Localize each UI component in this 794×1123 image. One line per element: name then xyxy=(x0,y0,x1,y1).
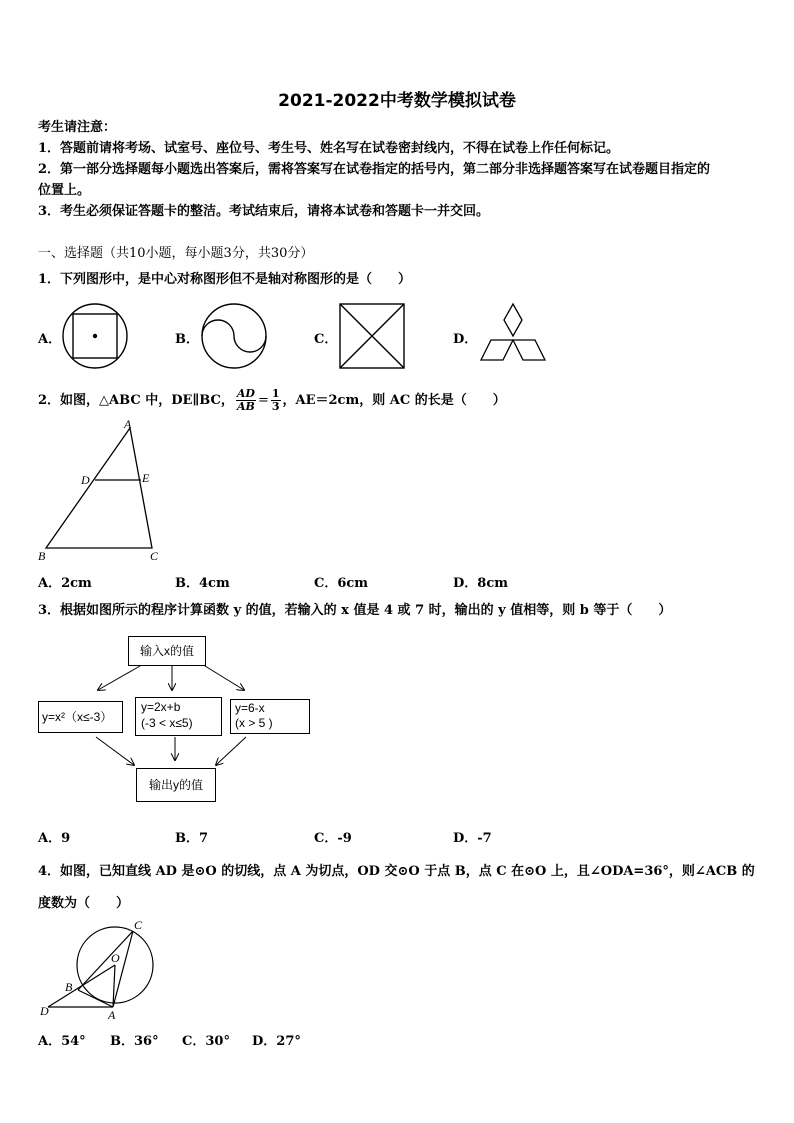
notice-heading: 考生请注意： xyxy=(38,120,117,135)
notice-line-2a: 2．第一部分选择题每小题选出答案后，需将答案写在试卷指定的括号内，第二部分非选择题答案写在试卷题目指定的 xyxy=(38,162,711,177)
flowchart-middle-box xyxy=(135,697,222,736)
q4-option-c: C．30° xyxy=(182,1034,230,1049)
q2-fraction-denominator: AB xyxy=(236,400,255,413)
notice-line-1: 1．答题前请将考场、试室号、座位号、考生号、姓名写在试卷密封线内，不得在试卷上作任何标记。 xyxy=(38,141,620,156)
q2-stem-a: 2．如图，△ABC 中，DE∥BC， xyxy=(38,393,234,408)
q3-option-b: B．7 xyxy=(175,831,209,846)
q4-option-d: D．27° xyxy=(252,1034,301,1049)
q4-stem-line-1: 4．如图，已知直线 AD 是⊙O 的切线，点 A 为切点，OD 交⊙O 于点 B，点 C 在⊙O 上，且∠ODA=36°，则∠ACB 的 xyxy=(38,864,755,879)
q1-label-c: C． xyxy=(314,332,338,347)
flowchart-middle-line-1: y=2x+b xyxy=(141,700,181,714)
q1-label-a: A． xyxy=(38,332,62,347)
section-heading: 一、选择题（共10小题，每小题3分，共30分） xyxy=(38,246,314,261)
q2-ratio-denominator: 3 xyxy=(271,400,280,413)
q2-equals: = xyxy=(257,393,269,408)
flowchart-right-line-2: (x > 5 ) xyxy=(235,716,273,730)
notice-line-2b: 位置上。 xyxy=(38,183,91,198)
q2-option-a: A．2cm xyxy=(38,576,92,591)
q2-label-b: B xyxy=(38,549,46,563)
flowchart-output-box: 输出y的值 xyxy=(136,768,216,802)
notice-line-3: 3．考生必须保证答题卡的整洁。考试结束后，请将本试卷和答题卡一并交回。 xyxy=(38,204,490,219)
q2-fraction-numerator: AD xyxy=(236,387,255,400)
q3-option-c: C．-9 xyxy=(314,831,352,846)
q4-option-a: A．54° xyxy=(38,1034,86,1049)
q4-label-b: B xyxy=(65,980,73,994)
q4-stem-line-2: 度数为（ ） xyxy=(38,896,130,911)
q2-option-b: B．4cm xyxy=(175,576,230,591)
q2-ratio-numerator: 1 xyxy=(271,387,280,400)
q1-label-b: B． xyxy=(175,332,199,347)
page-title: 2021-2022中考数学模拟试卷 xyxy=(278,91,516,111)
q2-label-c: C xyxy=(150,549,159,563)
q4-option-b: B．36° xyxy=(110,1034,159,1049)
q2-label-d: D xyxy=(81,473,90,487)
flowchart-middle-line-2: (-3 < x≤5) xyxy=(141,716,193,730)
q1-label-d: D． xyxy=(453,332,478,347)
q2-label-a: A xyxy=(124,417,132,431)
q2-option-c: C．6cm xyxy=(314,576,369,591)
flowchart-left-box: y=x²（x≤-3） xyxy=(38,701,123,733)
q4-label-d: D xyxy=(40,1004,49,1018)
q3-option-a: A．9 xyxy=(38,831,71,846)
q4-label-c: C xyxy=(134,918,143,932)
q3-stem: 3．根据如图所示的程序计算函数 y 的值，若输入的 x 值是 4 或 7 时，输出的 y 值相等，则 b 等于（ ） xyxy=(38,603,672,618)
flowchart-input-box: 输入x的值 xyxy=(128,636,206,666)
q4-label-o: O xyxy=(111,951,120,965)
flowchart-right-line-1: y=6-x xyxy=(235,701,265,715)
q2-label-e: E xyxy=(142,471,150,485)
q2-stem-b: ，AE＝2cm，则 AC 的长是（ ） xyxy=(282,393,506,408)
flowchart-right-box xyxy=(230,699,310,734)
q3-option-d: D．-7 xyxy=(453,831,492,846)
q4-label-a: A xyxy=(108,1008,116,1022)
q2-option-d: D．8cm xyxy=(453,576,508,591)
q4-circle-figure xyxy=(40,915,170,1030)
q1-stem: 1．下列图形中，是中心对称图形但不是轴对称图形的是（ ） xyxy=(38,272,412,287)
